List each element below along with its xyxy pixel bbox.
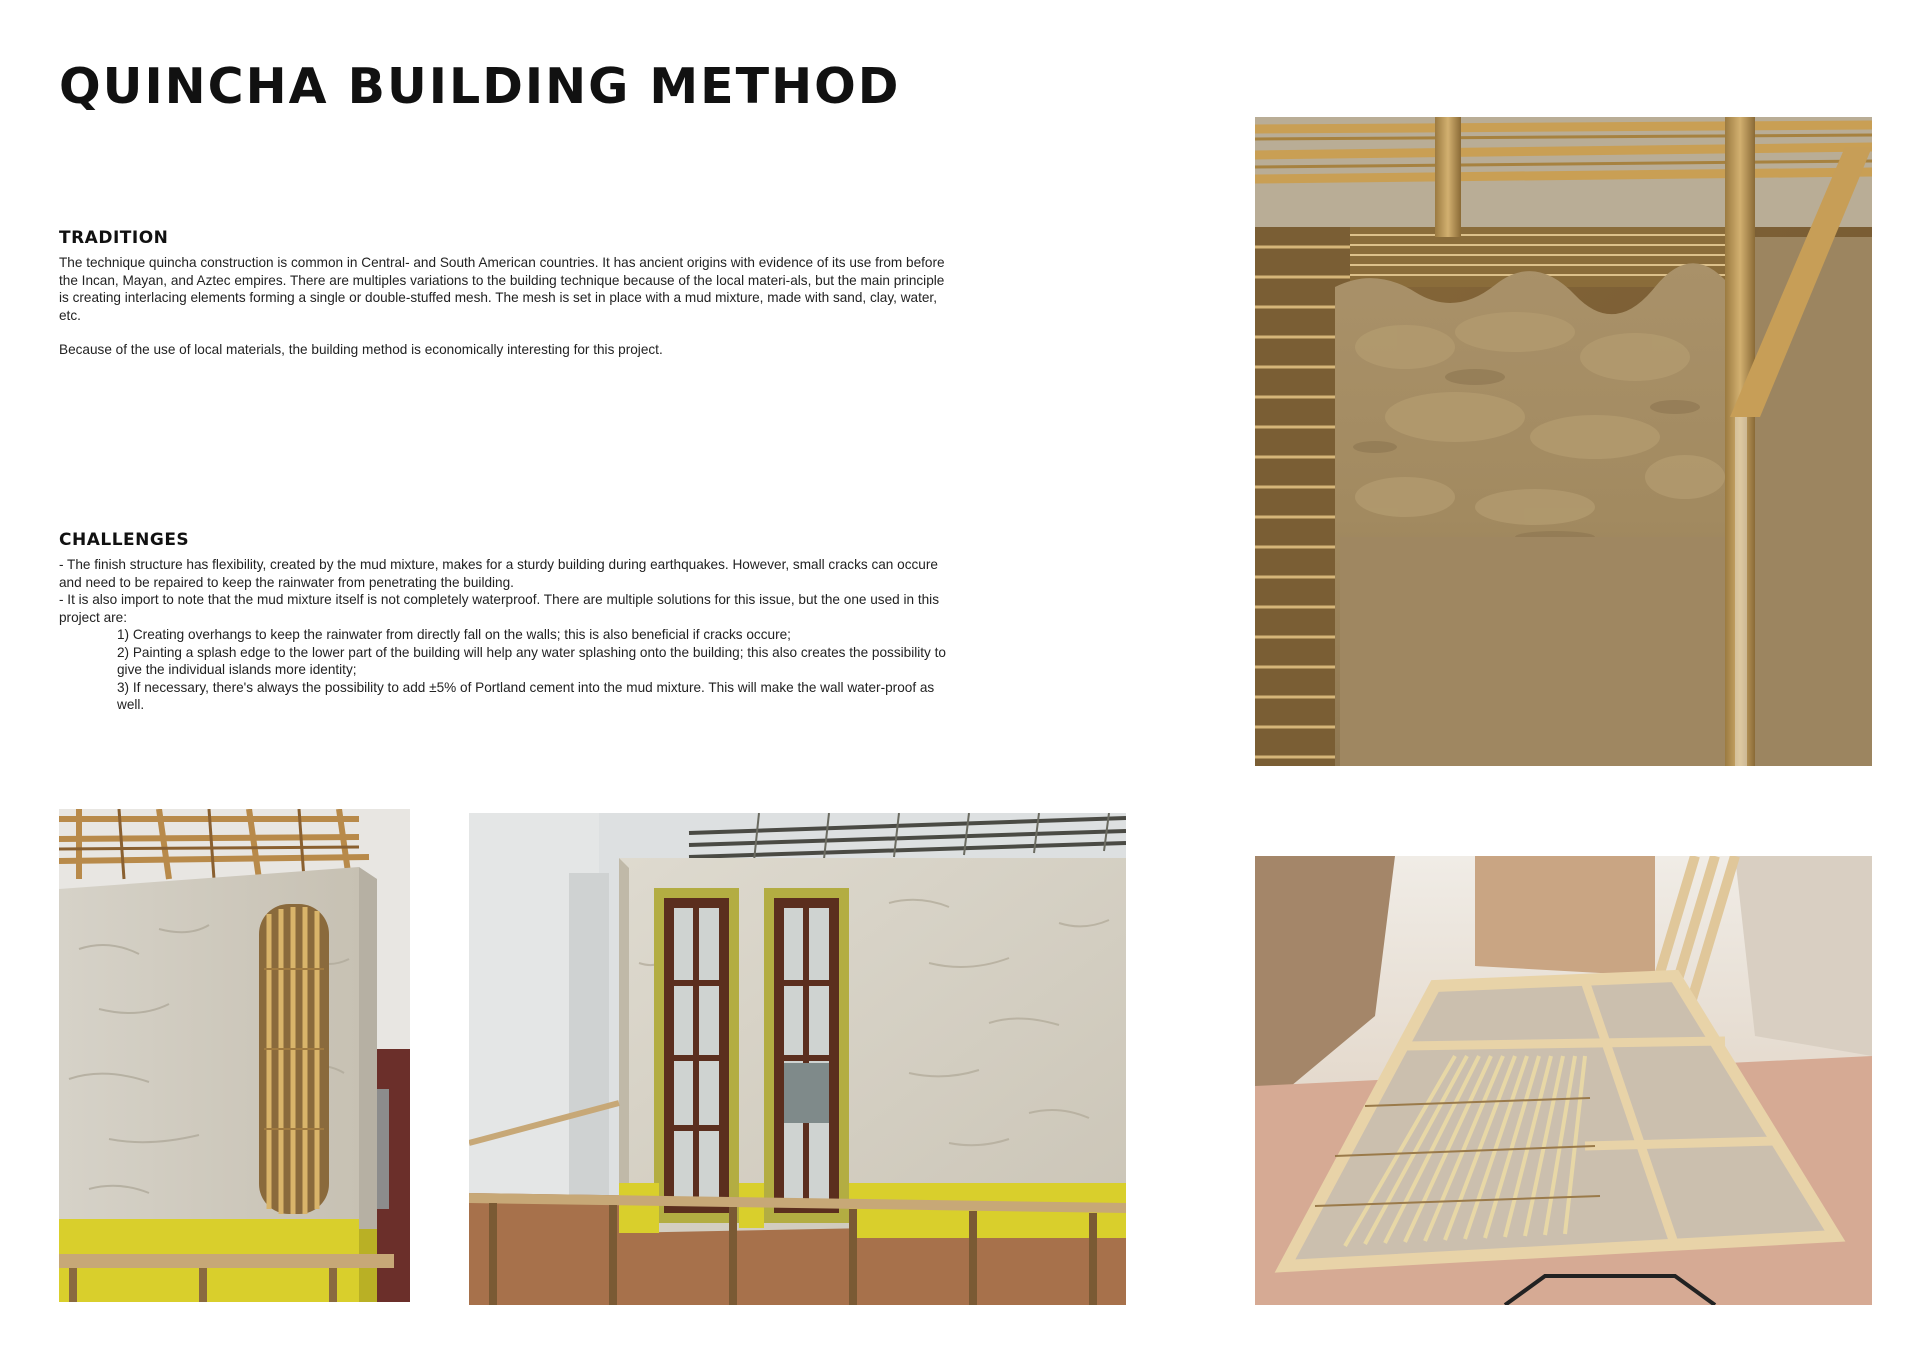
photo-model-corner — [59, 809, 410, 1302]
tradition-paragraph: The technique quincha construction is common in Central- and South American countries. It has ancient origins with evidence of its use from before the Incan, Mayan, and Aztec empires. There are multiples variations to the building technique because of the local materi-als, but the main principle is creating interlacing elements forming a single or double-stuffed mesh. The mesh is set in place with a mud mixture, made with sand, clay, water, etc. — [59, 255, 945, 323]
challenge-point: - It is also import to note that the mud mixture itself is not completely waterproof. There are multiple solutions for this issue, but the one used in this project are: — [59, 592, 939, 625]
challenges-heading: CHALLENGES — [59, 530, 190, 550]
photo-mud-wall — [1255, 117, 1872, 766]
solution-item: 3) If necessary, there's always the possibility to add ±5% of Portland cement into the mud mixture. This will make the wall water-proof as well. — [117, 679, 935, 712]
solution-item: 1) Creating overhangs to keep the rainwater from directly fall on the walls; this is also beneficial if cracks occure; — [117, 627, 791, 642]
tradition-paragraph: Because of the use of local materials, the building method is economically interesting for this project. — [59, 342, 663, 357]
solution-item: 2) Painting a splash edge to the lower part of the building will help any water splashing onto the building; this also creates the possibility to give the individual islands more identity; — [117, 644, 946, 677]
photo-model-facade — [469, 813, 1126, 1305]
tradition-section — [59, 228, 949, 359]
photo-reed-frame — [1255, 856, 1872, 1305]
page-title: QUINCHA BUILDING METHOD — [59, 58, 901, 115]
tradition-heading: TRADITION — [59, 228, 169, 248]
challenge-point: - The finish structure has flexibility, created by the mud mixture, makes for a sturdy building during earthquakes. However, small cracks can occure and need to be repaired to keep the rainwater from penetrating the building. — [59, 557, 938, 590]
challenges-section — [59, 530, 949, 714]
